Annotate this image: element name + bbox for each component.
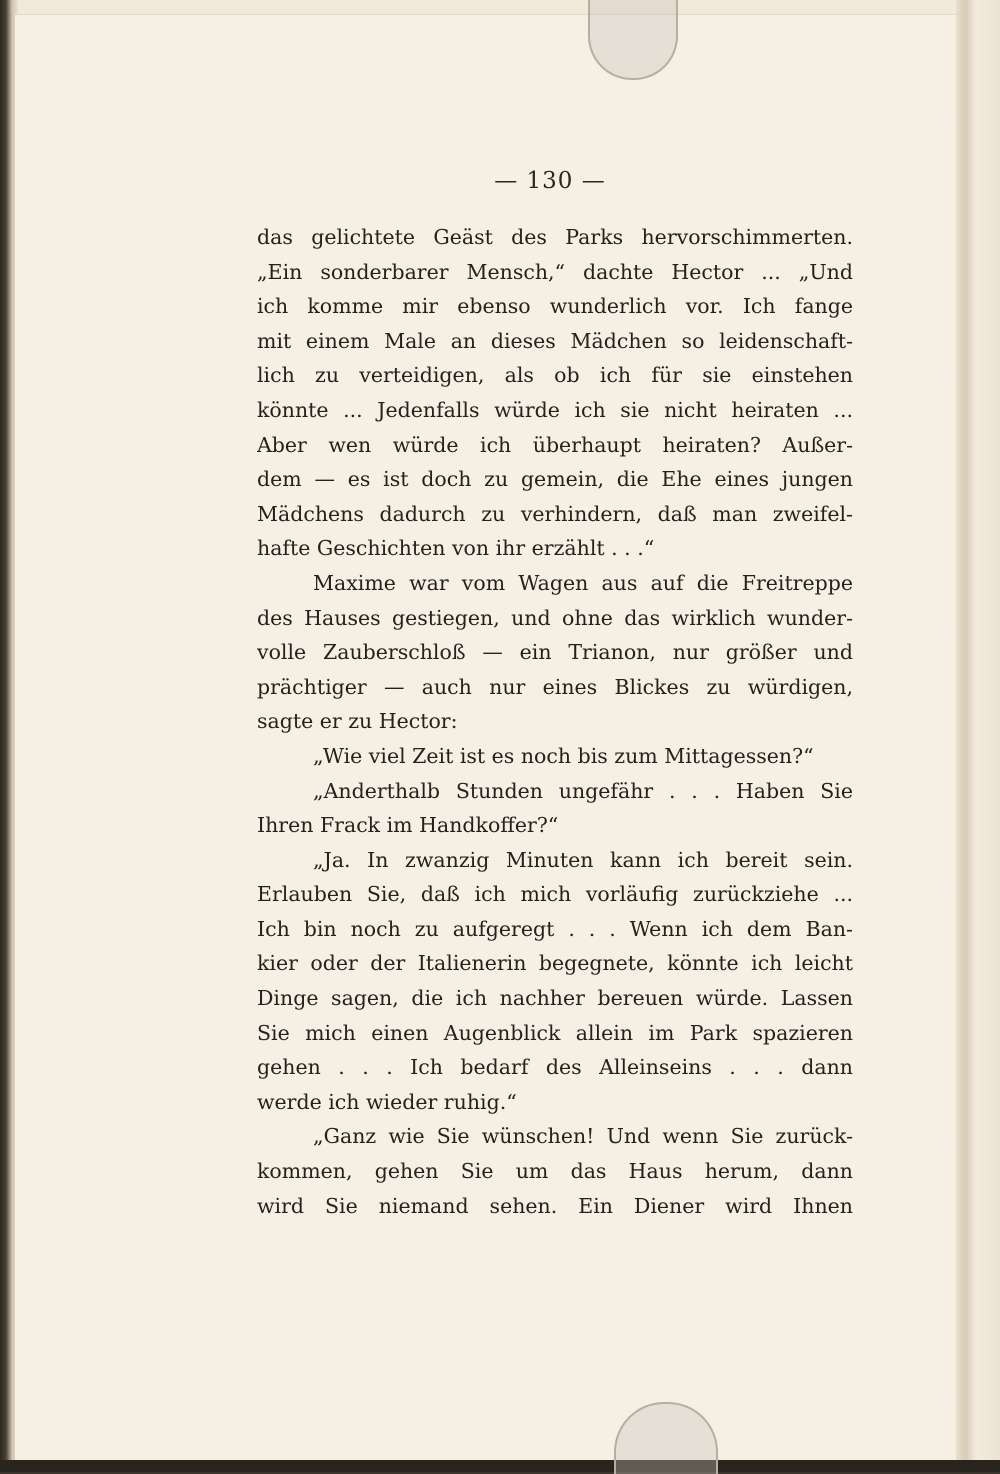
text-line: „Wie viel Zeit ist es noch bis zum Mittagessen?“ xyxy=(257,739,853,774)
text-line: kier oder der Italienerin begegnete, könnte ich leicht xyxy=(257,946,853,981)
text-line: Sie mich einen Augenblick allein im Park spazieren xyxy=(257,1016,853,1051)
text-line: mit einem Male an dieses Mädchen so leidenschaft- xyxy=(257,324,853,359)
text-line: gehen . . . Ich bedarf des Alleinseins . . . dann xyxy=(257,1050,853,1085)
text-line: Dinge sagen, die ich nachher bereuen würde. Lassen xyxy=(257,981,853,1016)
text-line: volle Zauberschloß — ein Trianon, nur größer und xyxy=(257,635,853,670)
text-line: das gelichtete Geäst des Parks hervorschimmerten. xyxy=(257,220,853,255)
text-line: prächtiger — auch nur eines Blickes zu würdigen, xyxy=(257,670,853,705)
text-line: wird Sie niemand sehen. Ein Diener wird Ihnen xyxy=(257,1189,853,1224)
page-right-edge xyxy=(956,0,1000,1472)
text-line: „Ein sonderbarer Mensch,“ dachte Hector ... „Und xyxy=(257,255,853,290)
text-line: lich zu verteidigen, als ob ich für sie einstehen xyxy=(257,358,853,393)
text-line: ich komme mir ebenso wunderlich vor. Ich fange xyxy=(257,289,853,324)
text-line: hafte Geschichten von ihr erzählt . . .“ xyxy=(257,531,853,566)
text-line: Maxime war vom Wagen aus auf die Freitreppe xyxy=(257,566,853,601)
text-line: „Ja. In zwanzig Minuten kann ich bereit sein. xyxy=(257,843,853,878)
text-line: könnte ... Jedenfalls würde ich sie nicht heiraten ... xyxy=(257,393,853,428)
text-line: sagte er zu Hector: xyxy=(257,704,853,739)
text-line: dem — es ist doch zu gemein, die Ehe eines jungen xyxy=(257,462,853,497)
text-line: „Anderthalb Stunden ungefähr . . . Haben Sie xyxy=(257,774,853,809)
text-line: werde ich wieder ruhig.“ xyxy=(257,1085,853,1120)
text-line: Erlauben Sie, daß ich mich vorläufig zurückziehe ... xyxy=(257,877,853,912)
text-line: Ihren Frack im Handkoffer?“ xyxy=(257,808,853,843)
scan-bottom-edge xyxy=(0,1460,1000,1472)
text-line: „Ganz wie Sie wünschen! Und wenn Sie zurück- xyxy=(257,1119,853,1154)
text-line: Mädchens dadurch zu verhindern, daß man zweifel- xyxy=(257,497,853,532)
text-line: Ich bin noch zu aufgeregt . . . Wenn ich dem Ban- xyxy=(257,912,853,947)
body-text xyxy=(257,220,853,1223)
text-line: kommen, gehen Sie um das Haus herum, dann xyxy=(257,1154,853,1189)
page-number-header: — 130 — xyxy=(430,168,670,194)
text-line: Aber wen würde ich überhaupt heiraten? Außer- xyxy=(257,428,853,463)
text-line: des Hauses gestiegen, und ohne das wirklich wunder- xyxy=(257,601,853,636)
